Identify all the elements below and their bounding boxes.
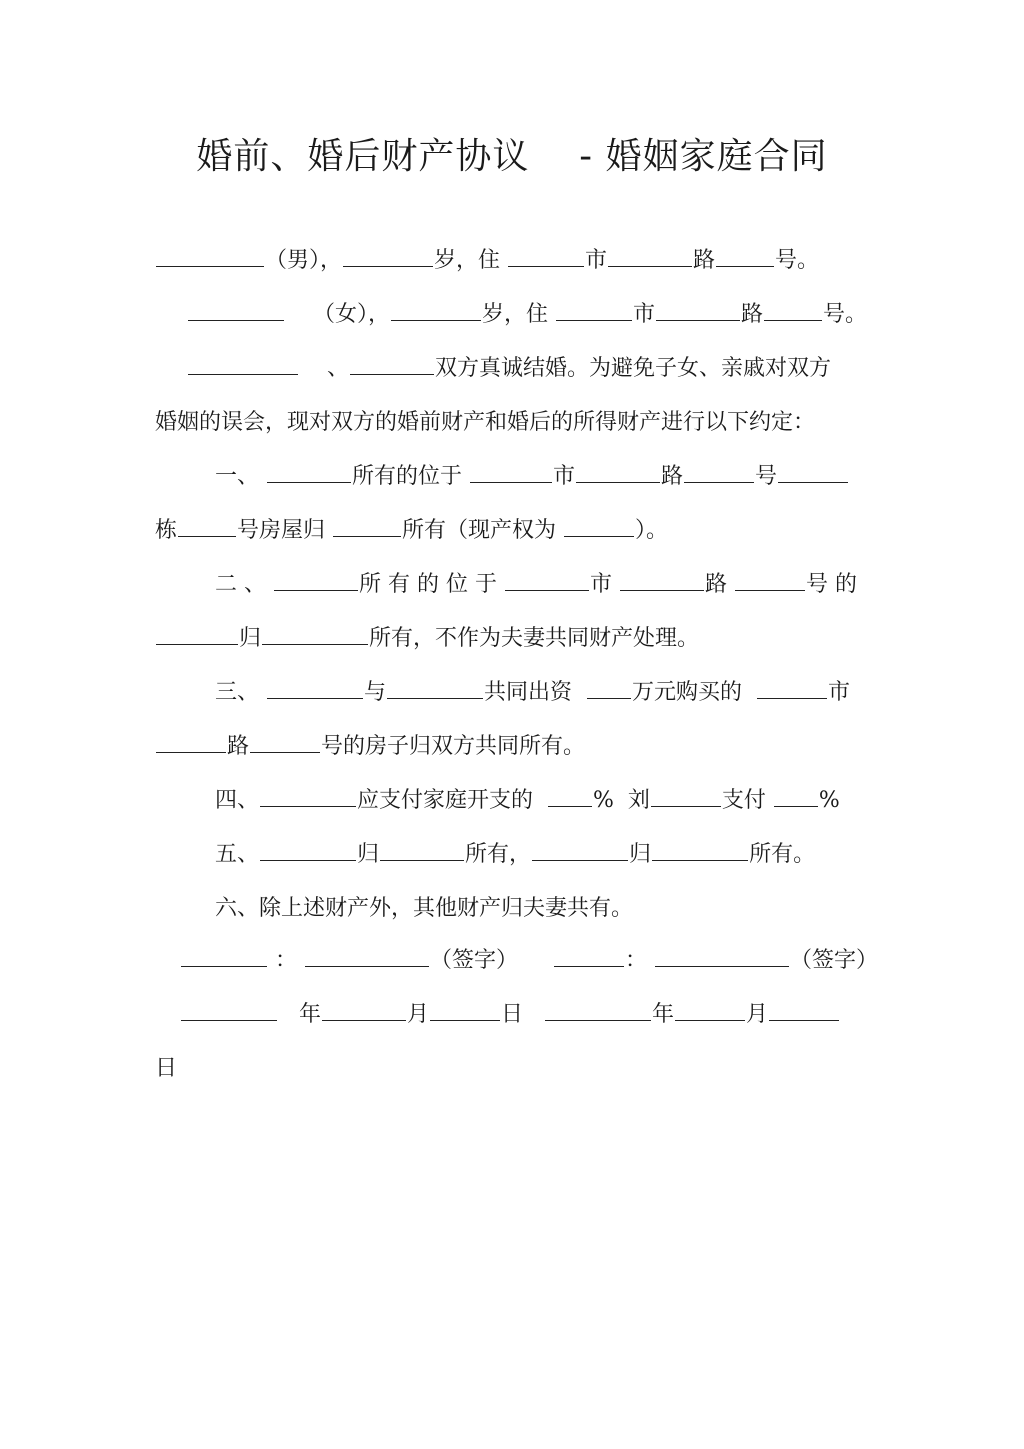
intro-line: [187, 354, 831, 384]
clause-3-line-2: [155, 732, 585, 762]
owner-blank[interactable]: [262, 624, 368, 645]
party-blank[interactable]: [181, 946, 267, 967]
clause-6-line: 六、除上述财产外，其他财产归夫妻共有。: [215, 896, 634, 921]
page-title: 婚前、婚后财产协议 - 婚姻家庭合同: [196, 136, 828, 177]
clause-text: % 刘: [593, 788, 650, 813]
label-number: 号 的: [805, 572, 857, 597]
city-blank[interactable]: [508, 246, 584, 267]
clause-text: 支付: [721, 788, 773, 813]
intro-line-2: 婚姻的误会，现对双方的婚前财产和婚后的所得财产进行以下约定：: [155, 410, 816, 435]
property-blank[interactable]: [260, 840, 356, 861]
label-colon: ：: [624, 948, 654, 973]
road-blank[interactable]: [576, 462, 660, 483]
month-blank[interactable]: [675, 1000, 745, 1021]
name-blank[interactable]: [260, 786, 356, 807]
clause-3-line: [215, 678, 850, 708]
label-year: 年: [652, 1002, 675, 1027]
name-blank[interactable]: [188, 300, 284, 321]
owner-blank[interactable]: [652, 840, 748, 861]
label-and: 与: [364, 680, 387, 705]
clause-2-line: [215, 570, 857, 600]
husband-info-line: [155, 246, 819, 276]
label-colon: ：: [268, 948, 304, 973]
owner-blank[interactable]: [333, 516, 401, 537]
label-signature: （签字）: [789, 948, 878, 973]
number-blank[interactable]: [250, 732, 320, 753]
clause-text: 所有，: [465, 842, 532, 867]
clause-text: ）。: [635, 518, 669, 543]
label-day: 日: [501, 1002, 524, 1027]
label-city: 市: [585, 248, 608, 273]
label-age-live: 岁，住: [482, 302, 555, 327]
name-blank[interactable]: [350, 354, 434, 375]
clause-4-line: [215, 786, 840, 816]
day-blank[interactable]: [769, 1000, 839, 1021]
number-blank[interactable]: [735, 570, 805, 591]
label-road: 路: [704, 572, 734, 597]
city-blank[interactable]: [556, 300, 632, 321]
label-male: （男），: [265, 248, 343, 273]
name-blank[interactable]: [387, 678, 483, 699]
label-city: 市: [828, 680, 851, 705]
number-blank[interactable]: [684, 462, 754, 483]
title-holder-blank[interactable]: [564, 516, 634, 537]
name-blank[interactable]: [267, 678, 363, 699]
label-number: 号: [755, 464, 778, 489]
label-month: 月: [407, 1002, 430, 1027]
label-city: 市: [633, 302, 656, 327]
clause-text: 所有（现产权为: [402, 518, 564, 543]
building-blank[interactable]: [778, 462, 848, 483]
clause-1-line: [215, 462, 849, 492]
label-city: 市: [553, 464, 576, 489]
clause-text: 共同出资: [484, 680, 587, 705]
property-blank[interactable]: [532, 840, 628, 861]
label-belongs: 归: [239, 626, 262, 651]
road-blank[interactable]: [608, 246, 692, 267]
city-blank[interactable]: [505, 570, 589, 591]
clause-2-line-2: [155, 624, 699, 654]
clause-number: 五、: [215, 842, 260, 867]
percent-blank[interactable]: [548, 786, 592, 807]
signature-line: [180, 946, 878, 976]
name-blank[interactable]: [188, 354, 298, 375]
room-blank[interactable]: [178, 516, 236, 537]
label-road: 路: [741, 302, 764, 327]
year-blank[interactable]: [181, 1000, 277, 1021]
signature-blank[interactable]: [655, 946, 789, 967]
clause-text: 万元购买的: [632, 680, 757, 705]
clause-text: 所有的位于: [352, 464, 469, 489]
number-blank[interactable]: [764, 300, 822, 321]
label-age-live: 岁，住: [434, 248, 508, 273]
clause-text: 所 有 的 位 于: [359, 572, 504, 597]
label-road: 路: [693, 248, 716, 273]
city-blank[interactable]: [757, 678, 827, 699]
label-female: （女），: [312, 302, 390, 327]
clause-number: 三、: [215, 680, 266, 705]
date-line: [180, 1000, 840, 1030]
age-blank[interactable]: [343, 246, 433, 267]
clause-number: 四、: [215, 788, 260, 813]
wife-info-line: [187, 300, 867, 330]
label-belongs: 归: [357, 842, 380, 867]
clause-text: 号的房子归双方共同所有。: [321, 734, 586, 759]
clause-1-line-2: [155, 516, 668, 546]
label-year: 年: [292, 1002, 321, 1027]
label-road: 路: [661, 464, 684, 489]
name-blank[interactable]: [156, 246, 264, 267]
label-building: 栋: [155, 518, 178, 543]
clause-text: 号房屋归: [237, 518, 333, 543]
day-blank[interactable]: [430, 1000, 500, 1021]
label-comma: 、: [326, 356, 349, 381]
clause-text: 所有。: [749, 842, 816, 867]
number-blank[interactable]: [716, 246, 774, 267]
clause-5-line: [215, 840, 815, 870]
owner-blank[interactable]: [274, 570, 358, 591]
amount-blank[interactable]: [587, 678, 631, 699]
owner-blank[interactable]: [267, 462, 351, 483]
label-road: 路: [227, 734, 250, 759]
percent-blank[interactable]: [774, 786, 818, 807]
label-signature: （签字）: [430, 948, 519, 973]
clause-number: 一、: [215, 464, 266, 489]
road-blank[interactable]: [620, 570, 704, 591]
age-blank[interactable]: [391, 300, 481, 321]
clause-text: 应支付家庭开支的: [357, 788, 548, 813]
clause-number: 二 、: [215, 572, 273, 597]
road-blank[interactable]: [656, 300, 740, 321]
owner-blank[interactable]: [380, 840, 464, 861]
label-belongs: 归: [629, 842, 652, 867]
label-month: 月: [746, 1002, 769, 1027]
clause-text: 所有，不作为夫妻共同财产处理。: [369, 626, 700, 651]
year-blank[interactable]: [545, 1000, 651, 1021]
property-blank[interactable]: [156, 624, 238, 645]
month-blank[interactable]: [322, 1000, 406, 1021]
date-line-tail: 日: [155, 1056, 178, 1081]
label-percent: %: [818, 788, 840, 813]
party-blank[interactable]: [554, 946, 624, 967]
city-blank[interactable]: [470, 462, 552, 483]
label-number: 号。: [775, 248, 820, 273]
label-number: 号。: [823, 302, 868, 327]
name-blank[interactable]: [651, 786, 721, 807]
label-city: 市: [589, 572, 619, 597]
intro-text: 双方真诚结婚。为避免子女、亲戚对双方: [435, 356, 832, 381]
signature-blank[interactable]: [305, 946, 429, 967]
road-blank[interactable]: [156, 732, 226, 753]
